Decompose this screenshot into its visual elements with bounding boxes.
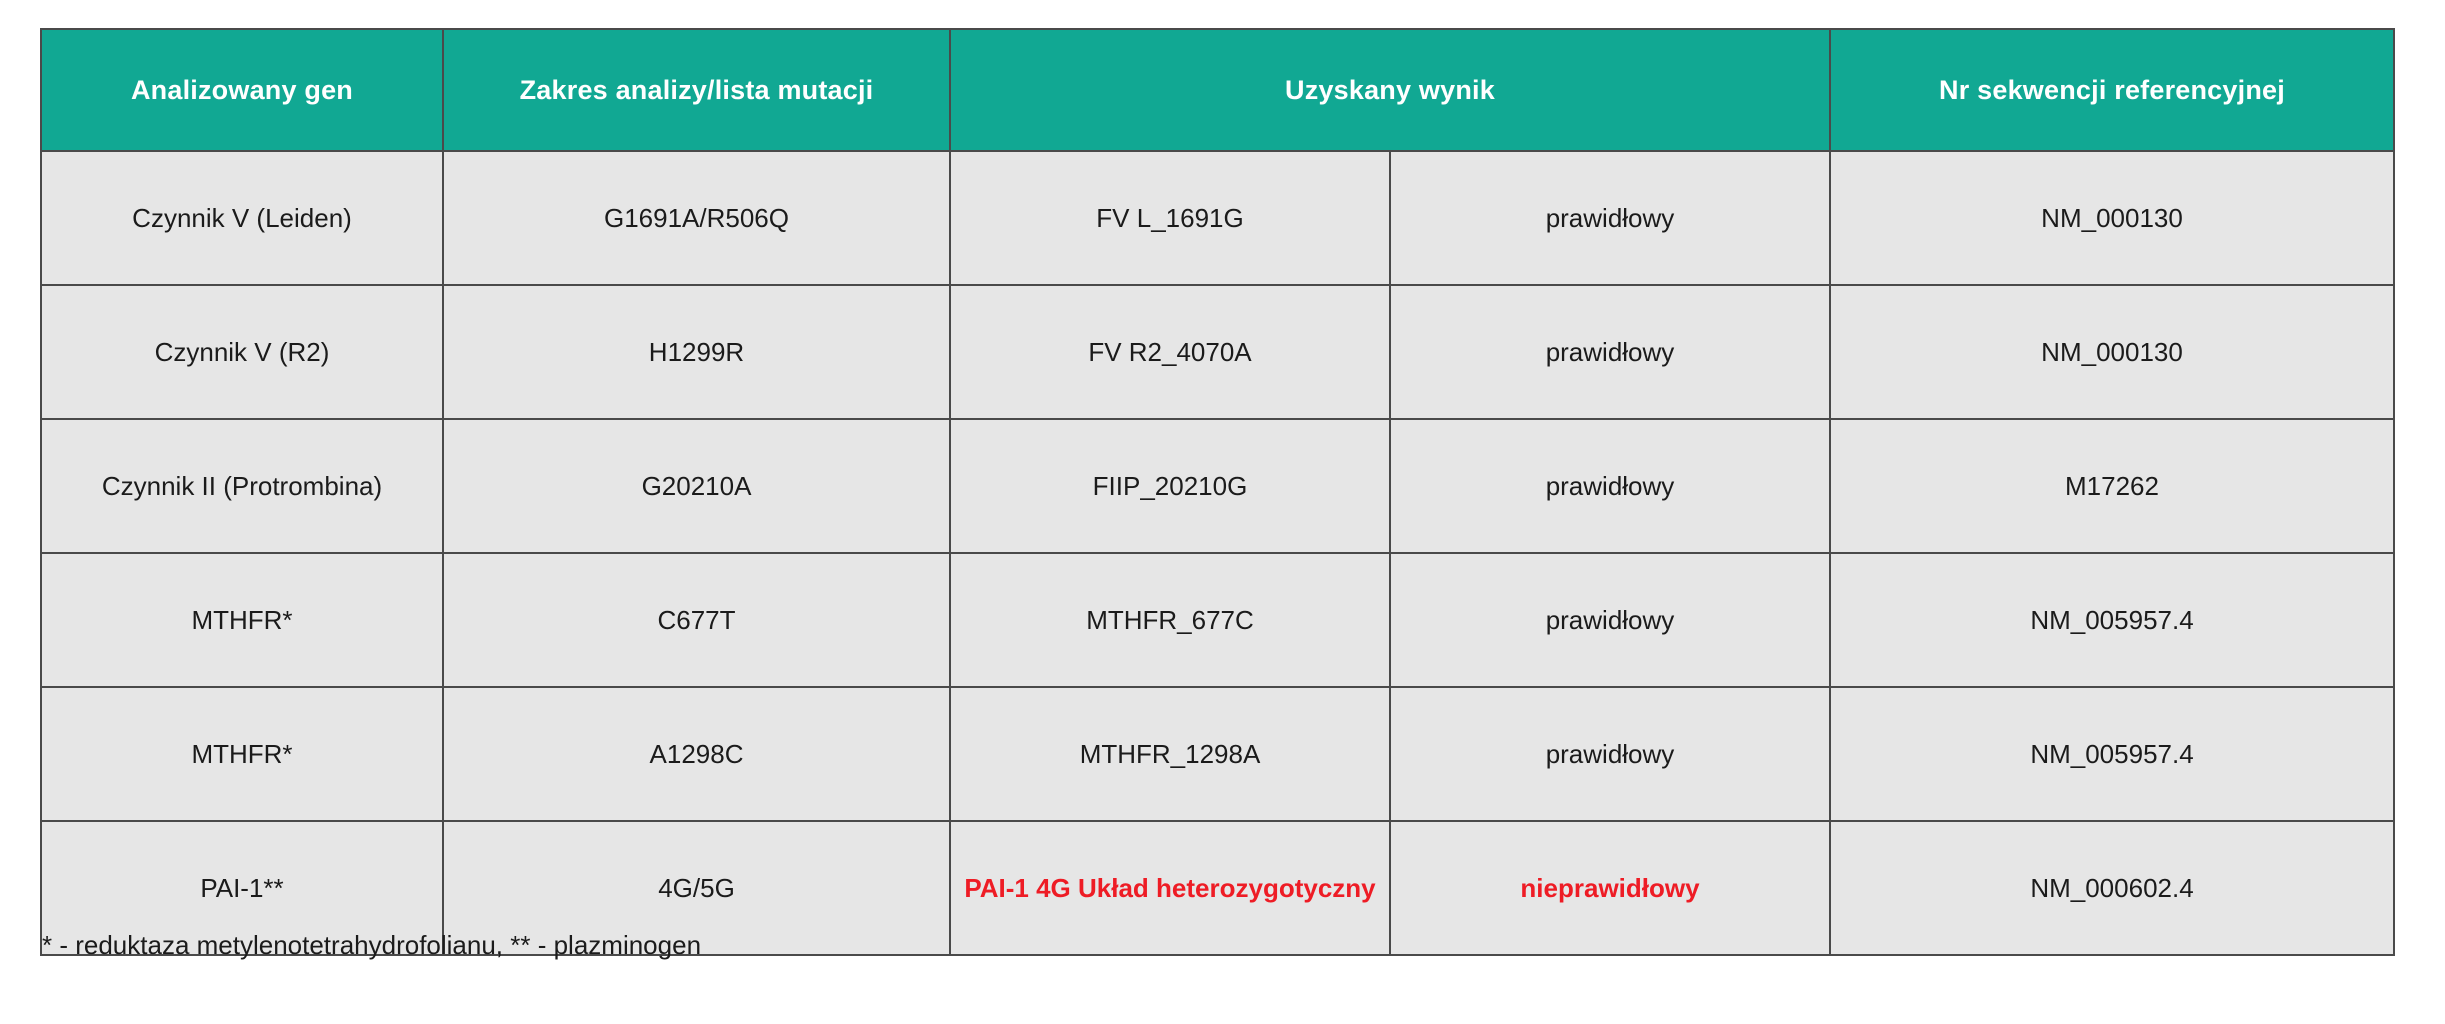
cell-refseq: NM_000602.4	[1830, 821, 2394, 955]
cell-status: prawidłowy	[1390, 553, 1830, 687]
table-header-row	[41, 29, 2394, 151]
genetic-results-table	[40, 28, 2395, 956]
cell-result: FV R2_4070A	[950, 285, 1390, 419]
cell-scope: A1298C	[443, 687, 950, 821]
cell-result: PAI-1 4G Układ heterozygotyczny	[950, 821, 1390, 955]
table-row	[41, 151, 2394, 285]
cell-gene: Czynnik V (R2)	[41, 285, 443, 419]
cell-status: nieprawidłowy	[1390, 821, 1830, 955]
cell-scope: H1299R	[443, 285, 950, 419]
cell-status: prawidłowy	[1390, 285, 1830, 419]
cell-scope: G20210A	[443, 419, 950, 553]
cell-gene: PAI-1**	[41, 821, 443, 955]
cell-refseq: NM_005957.4	[1830, 687, 2394, 821]
cell-result: FV L_1691G	[950, 151, 1390, 285]
cell-gene: MTHFR*	[41, 553, 443, 687]
cell-scope: G1691A/R506Q	[443, 151, 950, 285]
table-row	[41, 285, 2394, 419]
cell-result: MTHFR_677C	[950, 553, 1390, 687]
column-header-result: Uzyskany wynik	[950, 29, 1830, 151]
cell-status: prawidłowy	[1390, 151, 1830, 285]
cell-gene: MTHFR*	[41, 687, 443, 821]
column-header-refseq: Nr sekwencji referencyjnej	[1830, 29, 2394, 151]
cell-gene: Czynnik II (Protrombina)	[41, 419, 443, 553]
cell-scope: 4G/5G	[443, 821, 950, 955]
cell-result: MTHFR_1298A	[950, 687, 1390, 821]
table-row	[41, 419, 2394, 553]
cell-status: prawidłowy	[1390, 687, 1830, 821]
table-body	[41, 151, 2394, 955]
cell-status: prawidłowy	[1390, 419, 1830, 553]
table-row	[41, 687, 2394, 821]
cell-gene: Czynnik V (Leiden)	[41, 151, 443, 285]
column-header-gene: Analizowany gen	[41, 29, 443, 151]
cell-result: FIIP_20210G	[950, 419, 1390, 553]
column-header-scope: Zakres analizy/lista mutacji	[443, 29, 950, 151]
table-footnote: * - reduktaza metylenotetrahydrofolianu, ** - plazminogen	[42, 930, 702, 960]
cell-refseq: NM_000130	[1830, 151, 2394, 285]
cell-refseq: NM_000130	[1830, 285, 2394, 419]
cell-scope: C677T	[443, 553, 950, 687]
cell-refseq: NM_005957.4	[1830, 553, 2394, 687]
cell-refseq: M17262	[1830, 419, 2394, 553]
table-row	[41, 553, 2394, 687]
table-header	[41, 29, 2394, 151]
genetic-results-table-container	[40, 28, 2395, 956]
